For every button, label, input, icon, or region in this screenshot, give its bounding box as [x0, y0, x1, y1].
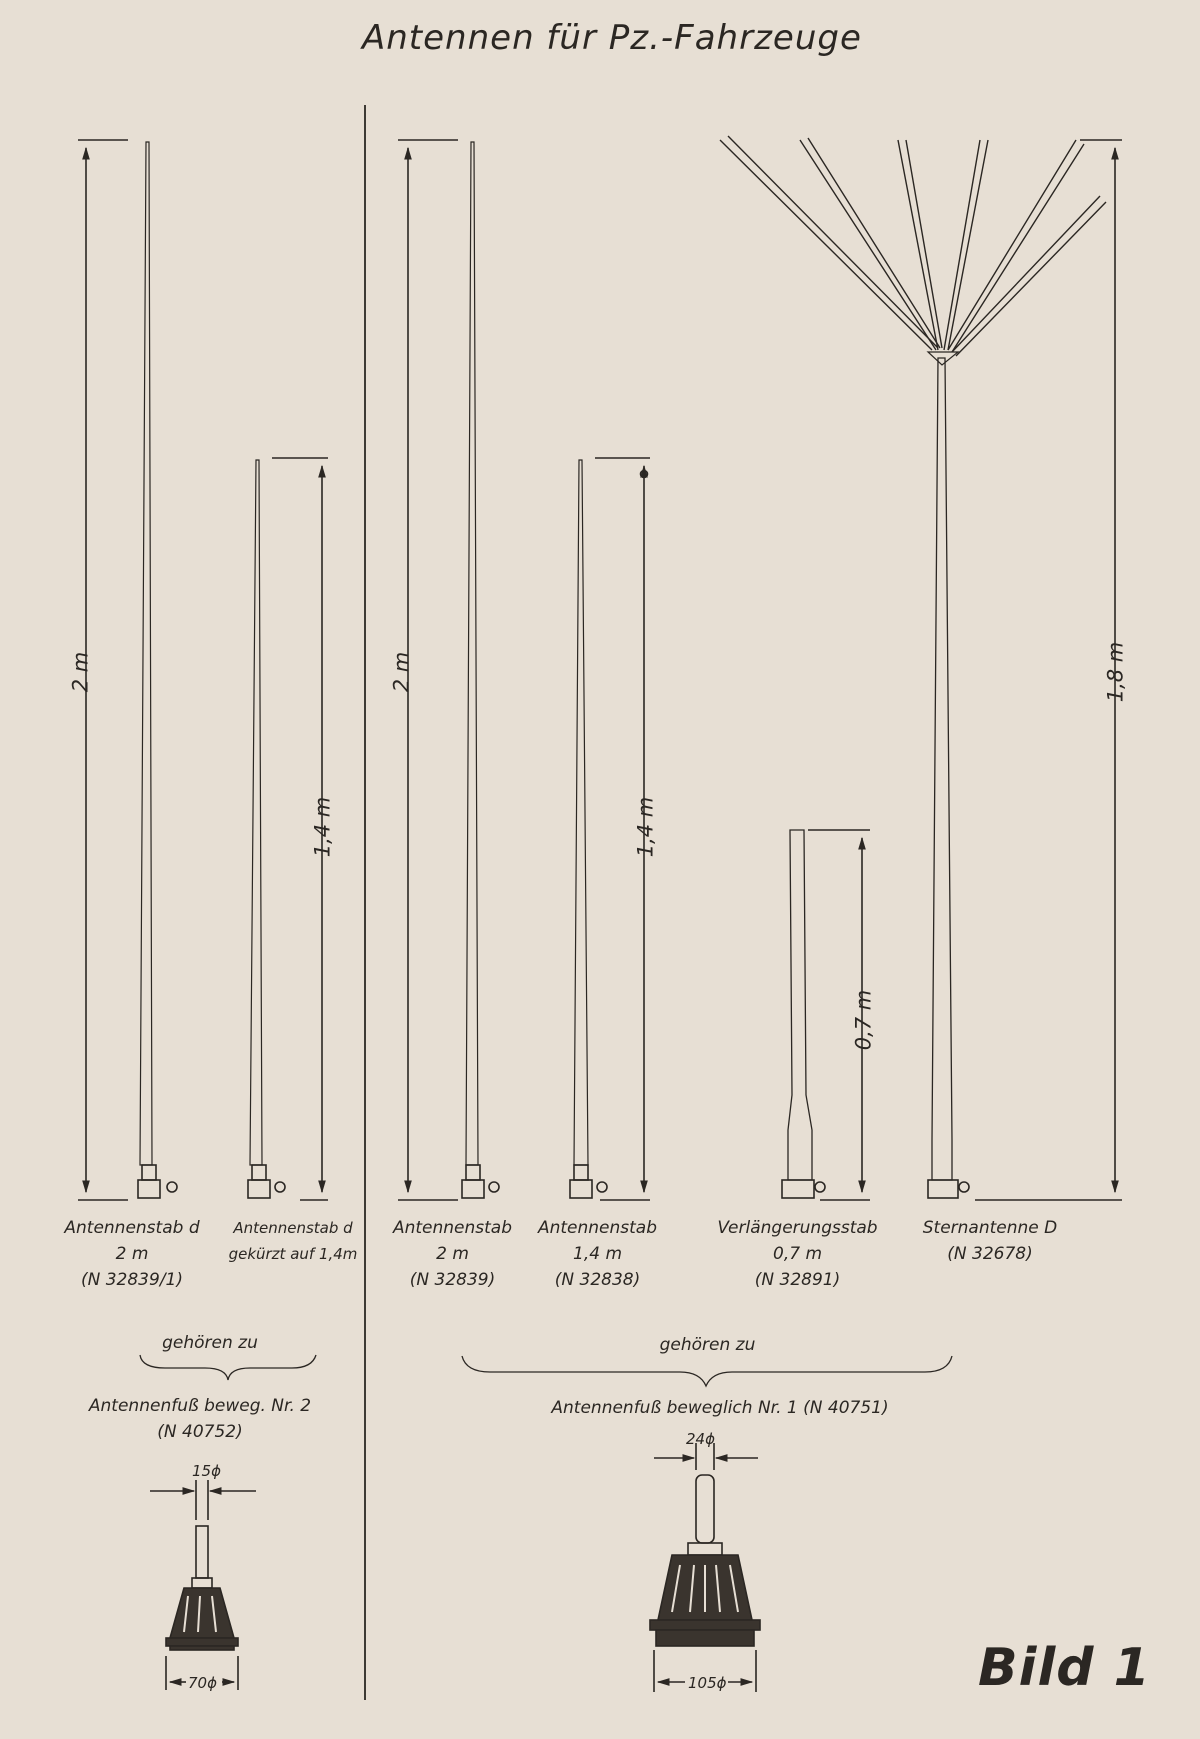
right-group-brace — [462, 1356, 952, 1386]
left-group-brace — [140, 1355, 316, 1380]
left-foot-top-dimension: 15ϕ — [192, 1462, 221, 1480]
antenna-rod-1 — [138, 142, 177, 1198]
antenna-caption-4: Antennenstab 1,4 m (N 32838) — [537, 1218, 658, 1290]
dimension-label-4: 1,4 m — [633, 796, 658, 858]
antenna-caption-2: Antennenstab d gekürzt auf 1,4m — [228, 1219, 358, 1263]
antenna-rod-5 — [782, 830, 825, 1198]
antenna-caption-6: Sternantenne D (N 32678) — [922, 1218, 1058, 1264]
right-foot-caption: Antennenfuß beweglich Nr. 1 (N 40751) — [551, 1398, 889, 1418]
dimension-label-2: 1,4 m — [310, 796, 335, 858]
left-foot-base-dimension: 70ϕ — [188, 1674, 217, 1692]
antenna-foot-large — [650, 1443, 760, 1692]
dimension-line-6 — [975, 140, 1122, 1200]
left-group-label: gehören zu — [162, 1333, 258, 1353]
right-foot-base-dimension: 105ϕ — [688, 1674, 727, 1692]
page-title: Antennen für Pz.-Fahrzeuge — [362, 18, 862, 58]
right-foot-top-dimension: 24ϕ — [686, 1430, 715, 1448]
antenna-rod-3 — [462, 142, 499, 1198]
dimension-label-5: 0,7 m — [851, 989, 876, 1051]
antenna-rod-4 — [570, 460, 607, 1198]
left-foot-caption: Antennenfuß beweg. Nr. 2 (N 40752) — [88, 1396, 312, 1442]
dimension-label-6: 1,8 m — [1103, 641, 1128, 703]
dimension-label-1: 2 m — [68, 651, 93, 693]
right-group-label: gehören zu — [659, 1335, 756, 1355]
dimension-label-3: 2 m — [389, 651, 414, 693]
antenna-rod-2 — [248, 460, 285, 1198]
figure-label: Bild 1 — [978, 1638, 1151, 1698]
antenna-caption-3: Antennenstab 2 m (N 32839) — [392, 1218, 513, 1290]
antenna-caption-1: Antennenstab d 2 m (N 32839/1) — [64, 1218, 200, 1290]
antenna-caption-5: Verlängerungsstab 0,7 m (N 32891) — [717, 1218, 878, 1290]
antenna-foot-small — [150, 1480, 256, 1690]
star-antenna — [720, 136, 1106, 1198]
